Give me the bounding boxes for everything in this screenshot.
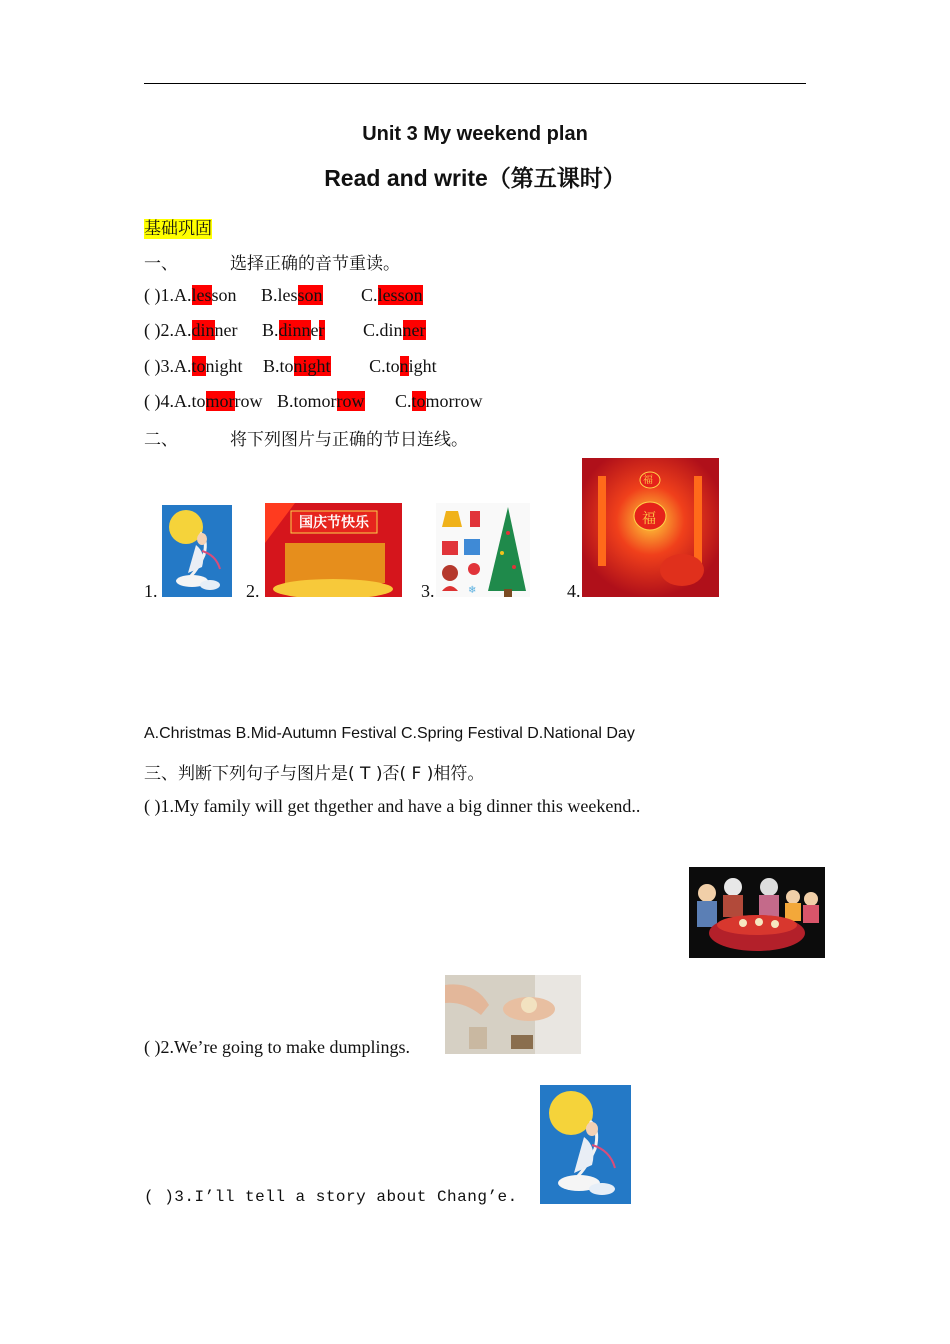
pic-number-3: 3. xyxy=(421,581,435,601)
moon-chang-e-icon xyxy=(162,505,232,597)
pic-number-2: 2. xyxy=(246,581,260,601)
part1-heading: 一、 选择正确的音节重读。 xyxy=(144,254,400,274)
question-1-2[interactable]: ( )2.A.dinner B.dinner C.dinner xyxy=(144,320,426,340)
dumplings-hands-icon xyxy=(445,975,581,1054)
family-dinner-icon xyxy=(689,867,825,958)
header-rule xyxy=(144,83,806,84)
question-1-1[interactable]: ( )1.A.lesson B.lesson C.lesson xyxy=(144,285,423,305)
question-3-3[interactable]: ( )3.I’ll tell a story about Chang’e. xyxy=(144,1188,518,1206)
question-1-4[interactable]: ( )4.A.tomorrow B.tomorrow C.tomorrow xyxy=(144,391,483,411)
pic-number-4: 4. xyxy=(567,581,581,601)
unit-title: Unit 3 My weekend plan xyxy=(362,123,588,145)
moon-chang-e-icon xyxy=(540,1085,631,1204)
section-label: 基础巩固 xyxy=(144,219,212,239)
lesson-title: Read and write（第五课时） xyxy=(324,165,626,191)
pic-number-1: 1. xyxy=(144,581,158,601)
national-day-banner-icon: 国庆节快乐 xyxy=(265,503,402,597)
question-3-2[interactable]: ( )2.We’re going to make dumplings. xyxy=(144,1037,410,1057)
part2-heading: 二、 将下列图片与正确的节日连线。 xyxy=(144,430,468,450)
question-3-1[interactable]: ( )1.My family will get thgether and have a big dinner this weekend.. xyxy=(144,796,641,816)
question-1-3[interactable]: ( )3.A.tonight B.tonight C.tonight xyxy=(144,356,437,376)
festival-options: A.Christmas B.Mid-Autumn Festival C.Spring Festival D.National Day xyxy=(144,725,635,742)
part3-heading: 三、判断下列句子与图片是( T )否( F )相符。 xyxy=(144,764,485,784)
svg-text:❄: ❄ xyxy=(468,585,477,596)
christmas-items-icon xyxy=(436,503,530,597)
spring-festival-icon: 福 福 xyxy=(582,458,719,597)
